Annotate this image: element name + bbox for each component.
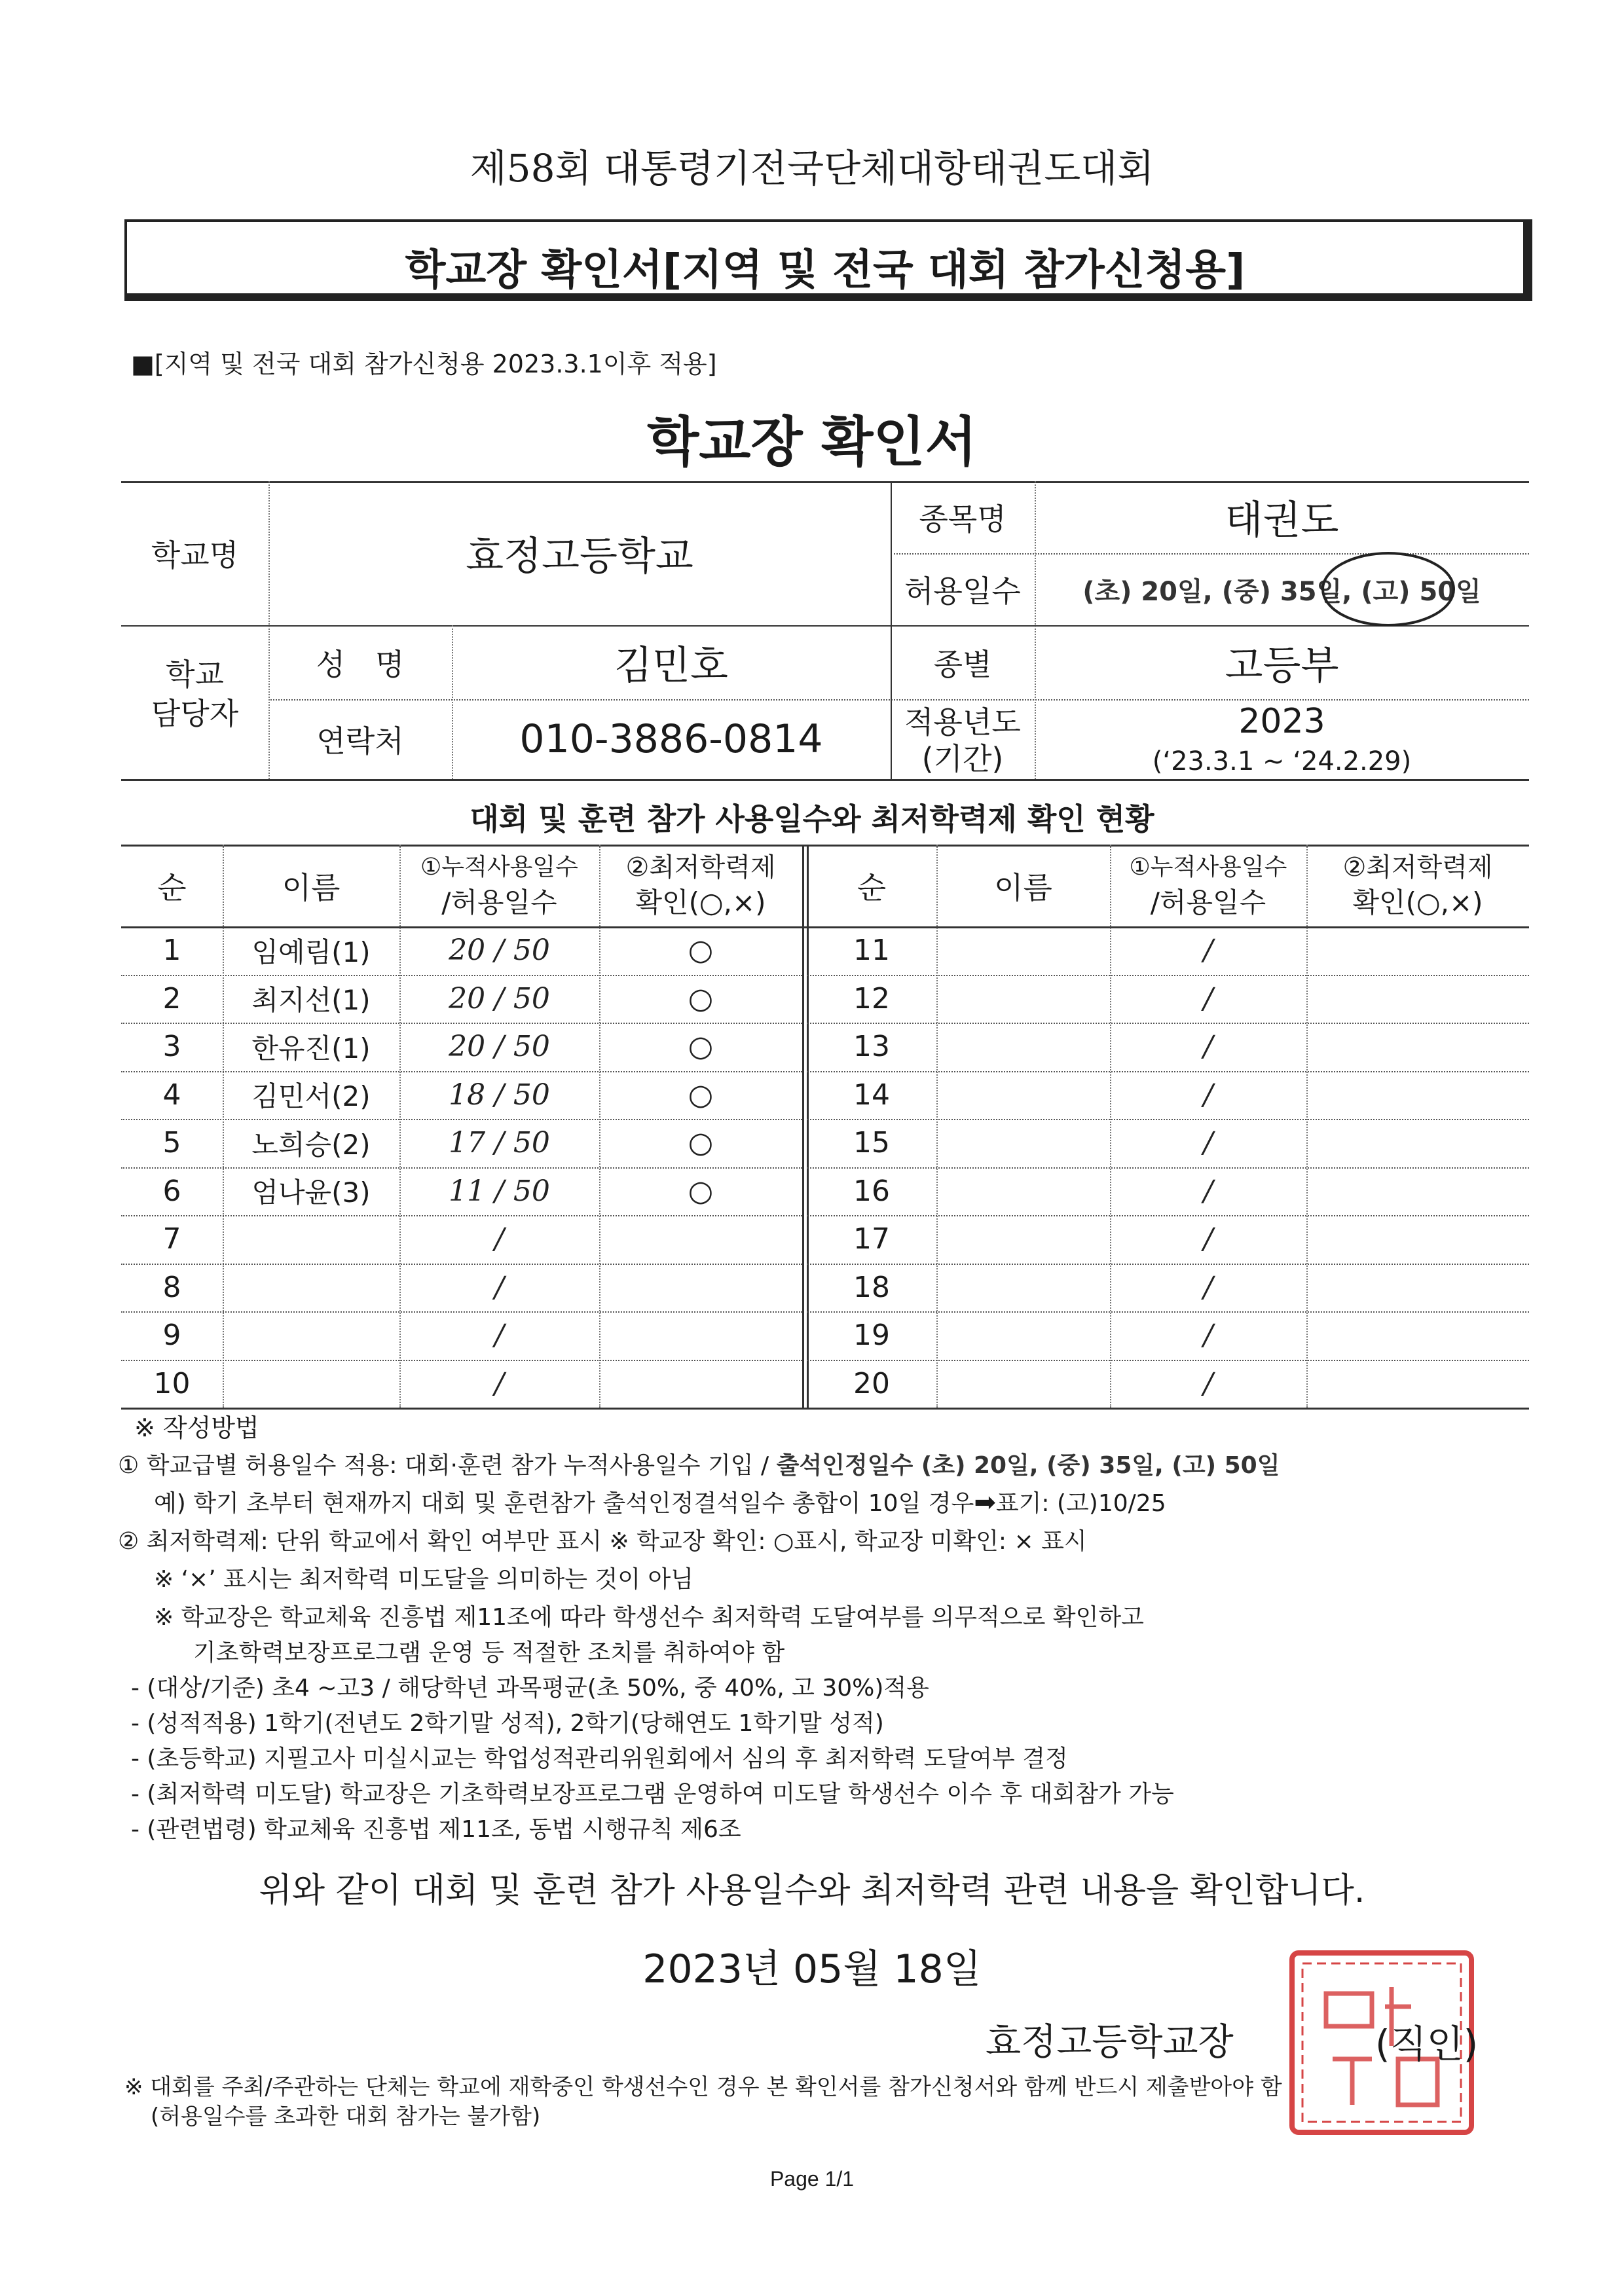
table-cell-no: 3 <box>162 1030 181 1064</box>
footnote-1: ※ 대회를 주최/주관하는 단체는 학교에 재학중인 학생선수인 경우 본 확인서를 참가신청서와 함께 반드시 제출받아야 함 <box>124 2074 1282 2100</box>
table-cell-check: ○ <box>688 1126 714 1160</box>
table-cell-no: 6 <box>162 1174 181 1208</box>
table-cell-no: 10 <box>153 1366 191 1400</box>
table-cell-no: 13 <box>853 1030 890 1064</box>
confirm-date: 2023년 05월 18일 <box>642 1946 982 1992</box>
table-cell-days: / <box>494 1222 504 1256</box>
table-cell-no: 17 <box>853 1222 890 1256</box>
table-cell-check <box>1306 975 1529 1023</box>
table-cell-no: 11 <box>853 934 890 968</box>
footnote-2: (허용일수를 초과한 대회 참가는 불가함) <box>151 2104 541 2130</box>
table-cell-name <box>936 1360 1110 1408</box>
col-no-right: 순 <box>857 869 887 905</box>
table-cell-name: 김민서(2) <box>251 1080 371 1113</box>
col-days-right: ①누적사용일수 /허용일수 <box>1129 854 1287 919</box>
period-value: (‘23.3.1 ~ ‘24.2.29) <box>1152 746 1412 776</box>
manager-label: 학교 담당자 <box>151 657 239 731</box>
table-cell-no: 15 <box>853 1126 890 1160</box>
manager-name: 김민호 <box>614 642 728 689</box>
table-cell-no: 14 <box>853 1078 890 1112</box>
allowed-days-value: (초) 20일, (중) 35일, (고) 50일 <box>1082 576 1481 607</box>
sport-value: 태권도 <box>1225 498 1339 543</box>
table-cell-no: 4 <box>162 1078 181 1112</box>
table-cell-check <box>599 1360 802 1408</box>
doc-title-box <box>124 219 1532 301</box>
table-cell-name <box>223 1360 399 1408</box>
table-cell-days: / <box>1203 981 1213 1015</box>
table-cell-days: / <box>1203 1078 1213 1112</box>
table-cell-name: 임예림(1) <box>251 936 371 968</box>
sport-label: 종목명 <box>919 501 1006 537</box>
table-cell-check <box>1306 1311 1529 1360</box>
table-cell-no: 7 <box>162 1222 181 1256</box>
year-label: 적용년도 (기간) <box>904 704 1021 776</box>
table-cell-days: / <box>1203 934 1213 968</box>
table-cell-no: 18 <box>853 1270 890 1304</box>
page-number: Page 1/1 <box>769 2167 855 2191</box>
table-cell-check <box>1306 1167 1529 1216</box>
table-cell-check: ○ <box>688 1174 714 1208</box>
confirm-statement: 위와 같이 대회 및 훈련 참가 사용일수와 최저학력 관련 내용을 확인합니다. <box>259 1871 1365 1910</box>
table-cell-no: 2 <box>162 981 181 1015</box>
table-cell-check <box>1306 1023 1529 1071</box>
table-cell-name <box>936 1215 1110 1264</box>
circle-annotation <box>1316 543 1460 635</box>
table-cell-days: 20 / 50 <box>449 981 550 1015</box>
table-cell-name <box>936 1311 1110 1360</box>
detail-5: - (관련법령) 학교체육 진흥법 제11조, 동법 시행규칙 제6조 <box>131 1816 741 1843</box>
table-cell-no: 16 <box>853 1174 890 1208</box>
table-cell-name <box>936 926 1110 975</box>
note-2: ② 최저학력제: 단위 학교에서 확인 여부만 표시 ※ 학교장 확인: ○표시, 학교장 미확인: × 표시 <box>118 1528 1087 1555</box>
table-cell-check: ○ <box>688 934 714 968</box>
seal-label: (직인) <box>1375 2022 1479 2066</box>
col-no-left: 순 <box>157 869 187 905</box>
table-cell-check <box>599 1215 802 1264</box>
table-cell-days: 20 / 50 <box>449 1030 550 1064</box>
contact-label: 연락처 <box>316 723 404 759</box>
table-cell-check <box>599 1264 802 1312</box>
table-cell-name <box>936 975 1110 1023</box>
table-cell-check <box>1306 1264 1529 1312</box>
table-cell-days: / <box>494 1270 504 1304</box>
table-cell-check <box>599 1311 802 1360</box>
table-cell-name <box>936 1023 1110 1071</box>
note-3: ※ ‘×’ 표시는 최저학력 미도달을 의미하는 것이 아님 <box>154 1566 694 1593</box>
table-cell-check: ○ <box>688 981 714 1015</box>
table-cell-no: 5 <box>162 1126 181 1160</box>
col-days-left: ①누적사용일수 /허용일수 <box>420 854 578 919</box>
table-cell-name <box>936 1071 1110 1120</box>
table-cell-days: / <box>1203 1366 1213 1400</box>
table-cell-name: 한유진(1) <box>251 1032 371 1065</box>
scope-note: ■[지역 및 전국 대회 참가신청용 2023.3.1이후 적용] <box>131 350 717 378</box>
detail-2: - (성적적용) 1학기(전년도 2학기말 성적), 2학기(당해연도 1학기말 성적) <box>131 1710 884 1737</box>
table-cell-days: 18 / 50 <box>449 1078 550 1112</box>
table-cell-name: 엄나윤(3) <box>251 1176 371 1209</box>
year-value: 2023 <box>1238 702 1325 741</box>
table-cell-no: 20 <box>853 1366 890 1400</box>
note-4b: 기초학력보장프로그램 운영 등 적절한 조치를 취하여야 함 <box>193 1639 785 1666</box>
table-cell-days: / <box>494 1319 504 1353</box>
notes-heading: ※ 작성방법 <box>134 1413 259 1442</box>
table-cell-no: 12 <box>853 981 890 1015</box>
arrow-right-icon: ➡ <box>974 1487 996 1518</box>
table-cell-name <box>936 1167 1110 1216</box>
table-cell-name <box>223 1215 399 1264</box>
principal-name: 효정고등학교장 <box>986 2021 1234 2064</box>
table-cell-days: / <box>1203 1270 1213 1304</box>
doc-title: 학교장 확인서[지역 및 전국 대회 참가신청용] <box>405 246 1246 295</box>
detail-4: - (최저학력 미도달) 학교장은 기초학력보장프로그램 운영하여 미도달 학생선수 이수 후 대회참가 가능 <box>131 1781 1174 1808</box>
table-cell-days: / <box>1203 1319 1213 1353</box>
table-cell-name: 최지선(1) <box>251 984 371 1017</box>
school-label: 학교명 <box>151 538 239 573</box>
table-cell-days: / <box>1203 1030 1213 1064</box>
table-cell-name <box>936 1119 1110 1167</box>
event-title: 제58회 대통령기전국단체대항태권도대회 <box>470 146 1154 191</box>
table-cell-days: 11 / 50 <box>449 1174 550 1208</box>
table-cell-days: 20 / 50 <box>449 934 550 968</box>
note-1-example: 예) 학기 초부터 현재까지 대회 및 훈련참가 출석인정결석일수 총합이 10일 경우➡표기: (고)10/25 <box>154 1487 1166 1518</box>
note-4a: ※ 학교장은 학교체육 진흥법 제11조에 따라 학생선수 최저학력 도달여부를 의무적으로 확인하고 <box>154 1604 1144 1631</box>
table-cell-no: 8 <box>162 1270 181 1304</box>
note-1: ① 학교급별 허용일수 적용: 대회·훈련 참가 누적사용일수 기입 / 출석인정일수 (초) 20일, (중) 35일, (고) 50일 <box>118 1452 1280 1479</box>
col-name-left: 이름 <box>282 869 341 905</box>
school-name: 효정고등학교 <box>466 534 693 579</box>
table-cell-name: 노희승(2) <box>251 1128 371 1161</box>
detail-1: - (대상/기준) 초4 ~고3 / 해당학년 과목평균(초 50%, 중 40%, 고 30%)적용 <box>131 1675 929 1702</box>
section-title: 대회 및 훈련 참가 사용일수와 최저학력제 확인 현황 <box>470 801 1154 837</box>
table-cell-check <box>1306 1119 1529 1167</box>
table-cell-no: 1 <box>162 934 181 968</box>
col-name-right: 이름 <box>994 869 1052 905</box>
table-cell-check <box>1306 926 1529 975</box>
table-cell-no: 9 <box>162 1319 181 1353</box>
main-title: 학교장 확인서 <box>647 411 977 473</box>
allowed-days-label: 허용일수 <box>904 574 1021 609</box>
col-min-left: ②최저학력제 확인(○,×) <box>625 852 776 919</box>
name-label: 성 명 <box>316 646 405 682</box>
table-cell-check <box>1306 1071 1529 1120</box>
table-cell-check: ○ <box>688 1078 714 1112</box>
category-value: 고등부 <box>1225 642 1339 689</box>
table-cell-name <box>936 1264 1110 1312</box>
col-min-right: ②최저학력제 확인(○,×) <box>1342 852 1493 919</box>
detail-3: - (초등학교) 지필고사 미실시교는 학업성적관리위원회에서 심의 후 최저학력 도달여부 결정 <box>131 1745 1068 1772</box>
table-cell-check: ○ <box>688 1030 714 1064</box>
contact-value: 010-3886-0814 <box>519 716 823 762</box>
category-label: 종별 <box>933 646 992 682</box>
table-cell-name <box>223 1264 399 1312</box>
table-cell-check <box>1306 1360 1529 1408</box>
table-cell-days: / <box>1203 1126 1213 1160</box>
table-cell-name <box>223 1311 399 1360</box>
table-cell-check <box>1306 1215 1529 1264</box>
table-cell-days: / <box>1203 1174 1213 1208</box>
table-cell-no: 19 <box>853 1319 890 1353</box>
table-cell-days: / <box>494 1366 504 1400</box>
table-cell-days: 17 / 50 <box>449 1126 550 1160</box>
table-cell-days: / <box>1203 1222 1213 1256</box>
